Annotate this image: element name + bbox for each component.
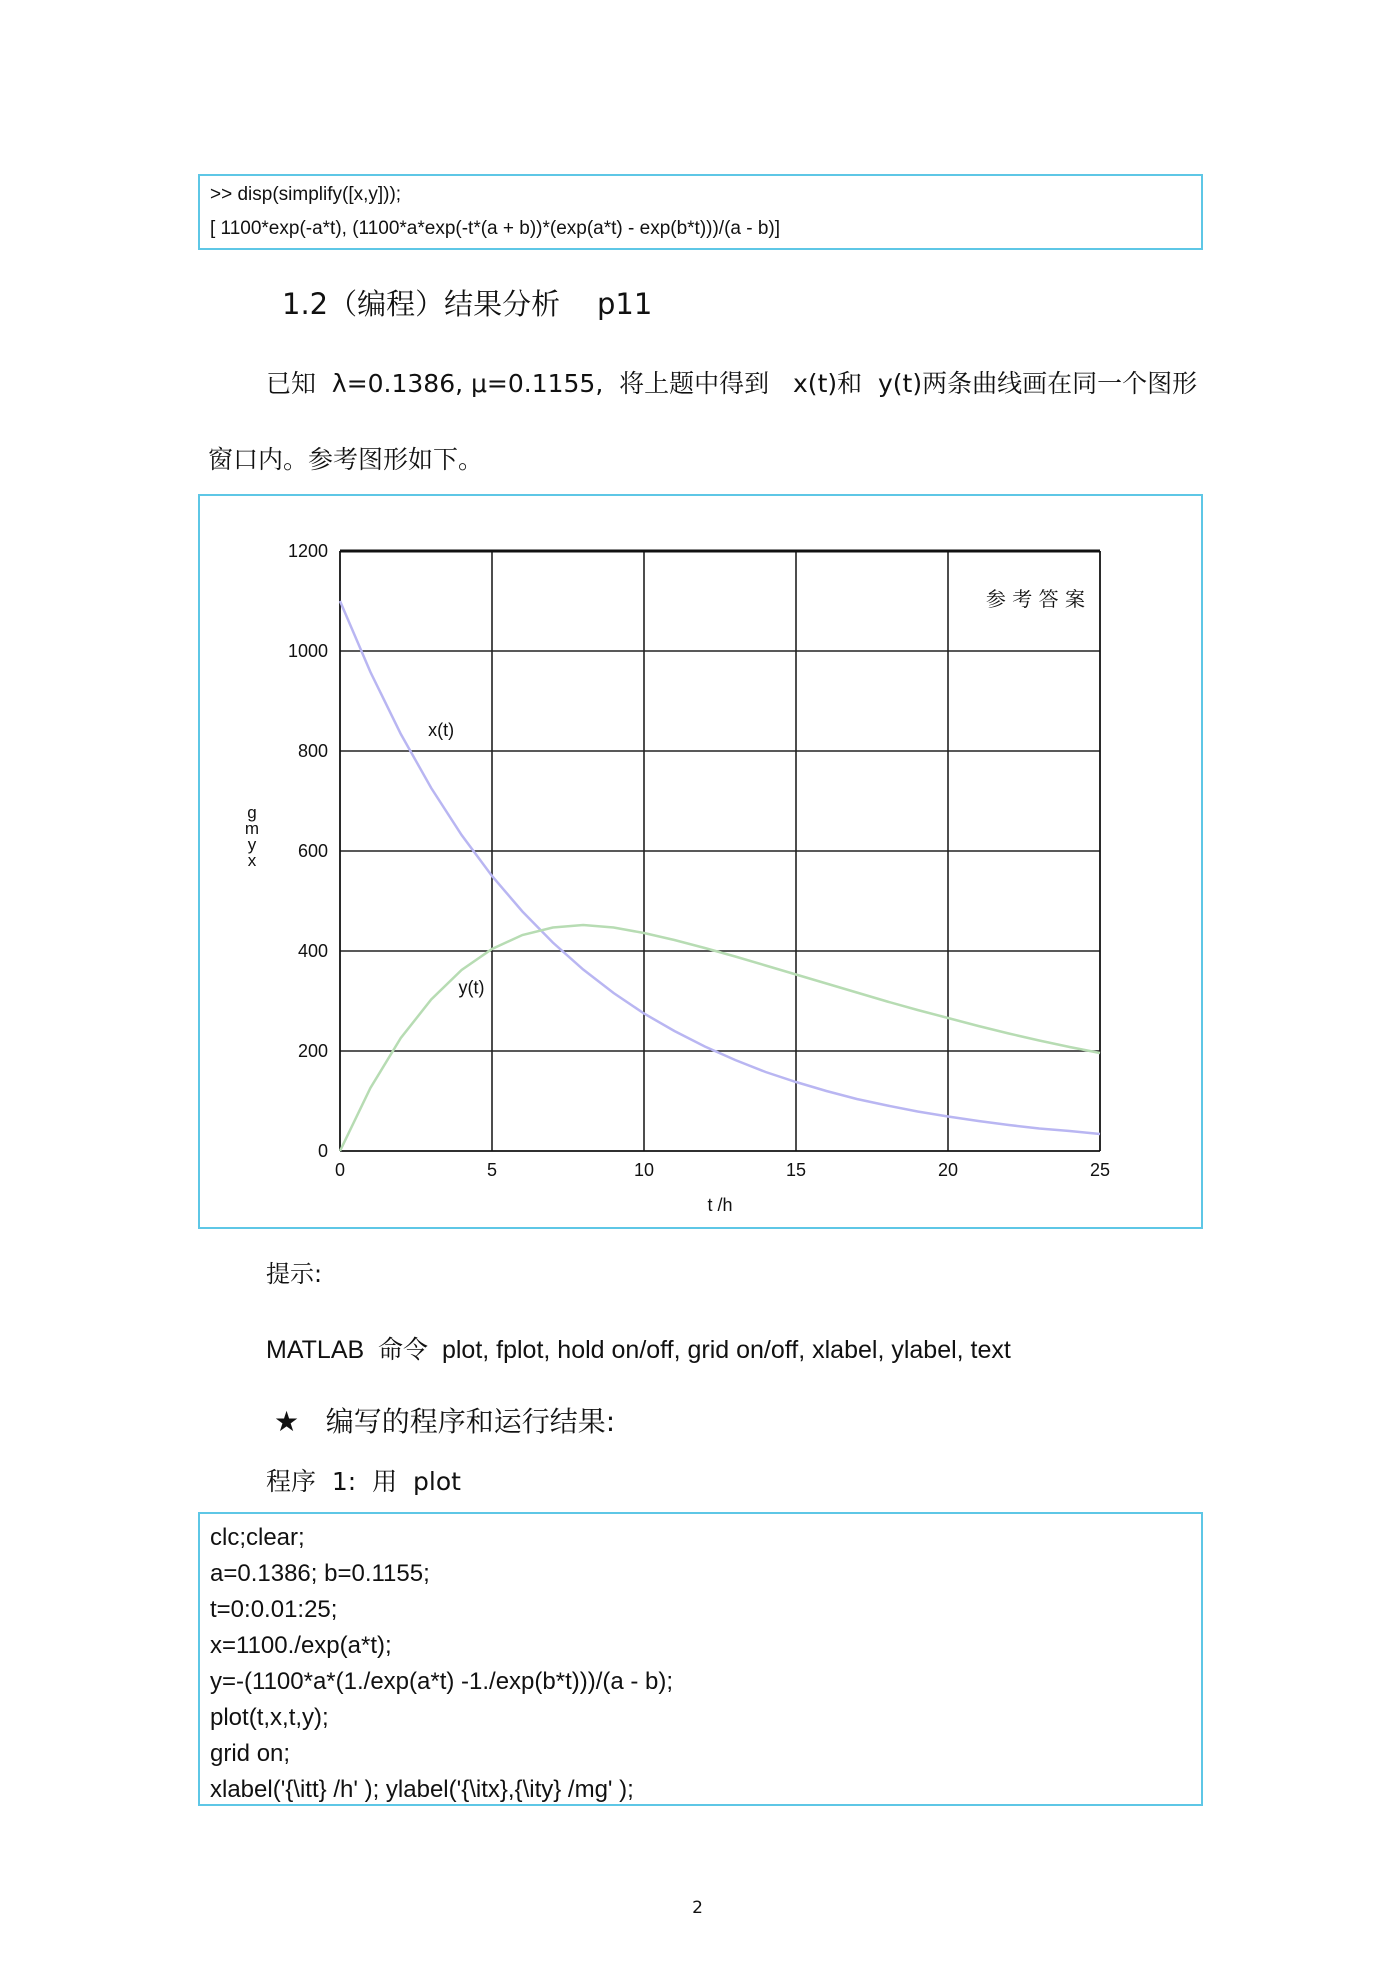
series-line-xt xyxy=(340,601,1100,1134)
code-line: t=0:0.01:25; xyxy=(210,1596,338,1623)
code-line: grid on; xyxy=(210,1740,291,1767)
x-tick-label: 25 xyxy=(1089,1160,1111,1180)
code-line: y=-(1100*a*(1./exp(a*t) -1./exp(b*t)))/(a - b); xyxy=(210,1668,674,1695)
x-tick-label: 10 xyxy=(633,1160,655,1180)
command-output-box xyxy=(198,174,1203,250)
x-tick-label: 0 xyxy=(334,1160,346,1180)
hint-commands: MATLAB 命令 plot, fplot, hold on/off, grid on/off, xlabel, ylabel, text xyxy=(266,1336,1011,1364)
code-line: xlabel('{\itt} /h' ); ylabel('{\itx},{\ity} /mg' ); xyxy=(210,1776,634,1803)
curve-annotation: y(t) xyxy=(458,977,485,998)
y-axis-label-char: m xyxy=(244,819,260,838)
program-heading: ★ 编写的程序和运行结果: xyxy=(274,1405,616,1438)
y-axis-label-char: y xyxy=(247,835,257,854)
paragraph-line-2: 窗口内。参考图形如下。 xyxy=(208,445,484,474)
x-tick-label: 15 xyxy=(785,1160,807,1180)
code-line: x=1100./exp(a*t); xyxy=(210,1632,392,1659)
y-tick-label: 400 xyxy=(297,941,328,961)
program-label: 程序 1: 用 plot xyxy=(266,1467,461,1496)
x-axis-label: t /h xyxy=(707,1195,733,1215)
y-axis-label-char: x xyxy=(247,851,257,870)
command-line: >> disp(simplify([x,y])); xyxy=(210,184,402,205)
y-tick-label: 1200 xyxy=(287,541,328,561)
code-line: plot(t,x,t,y); xyxy=(210,1704,329,1731)
code-box xyxy=(198,1512,1203,1806)
x-tick-label: 5 xyxy=(486,1160,498,1180)
y-tick-label: 0 xyxy=(317,1141,328,1161)
code-line: a=0.1386; b=0.1155; xyxy=(210,1560,430,1587)
command-result-line: [ 1100*exp(-a*t), (1100*a*exp(-t*(a + b))*(exp(a*t) - exp(b*t)))/(a - b)] xyxy=(210,218,781,239)
curve-annotation: x(t) xyxy=(428,720,455,740)
y-axis-label-char: g xyxy=(247,803,257,822)
y-tick-label: 600 xyxy=(297,841,328,861)
y-tick-label: 800 xyxy=(297,741,328,761)
code-line: clc;clear; xyxy=(210,1524,305,1551)
hint-label: 提示: xyxy=(266,1260,323,1288)
y-tick-label: 200 xyxy=(297,1041,328,1061)
series-line-yt xyxy=(340,925,1100,1151)
x-tick-label: 20 xyxy=(937,1160,959,1180)
reference-chart xyxy=(200,496,1201,1227)
paragraph-line-1: 已知 λ=0.1386, μ=0.1155, 将上题中得到 x(t)和 y(t)两条曲线画在同一个图形 xyxy=(266,369,1198,398)
section-title: 1.2（编程）结果分析 p11 xyxy=(282,287,653,321)
watermark-text: 参 考 答 案 xyxy=(985,587,1085,611)
page-number: 2 xyxy=(692,1898,703,1918)
y-tick-label: 1000 xyxy=(287,641,328,661)
reference-chart-box xyxy=(198,494,1203,1229)
